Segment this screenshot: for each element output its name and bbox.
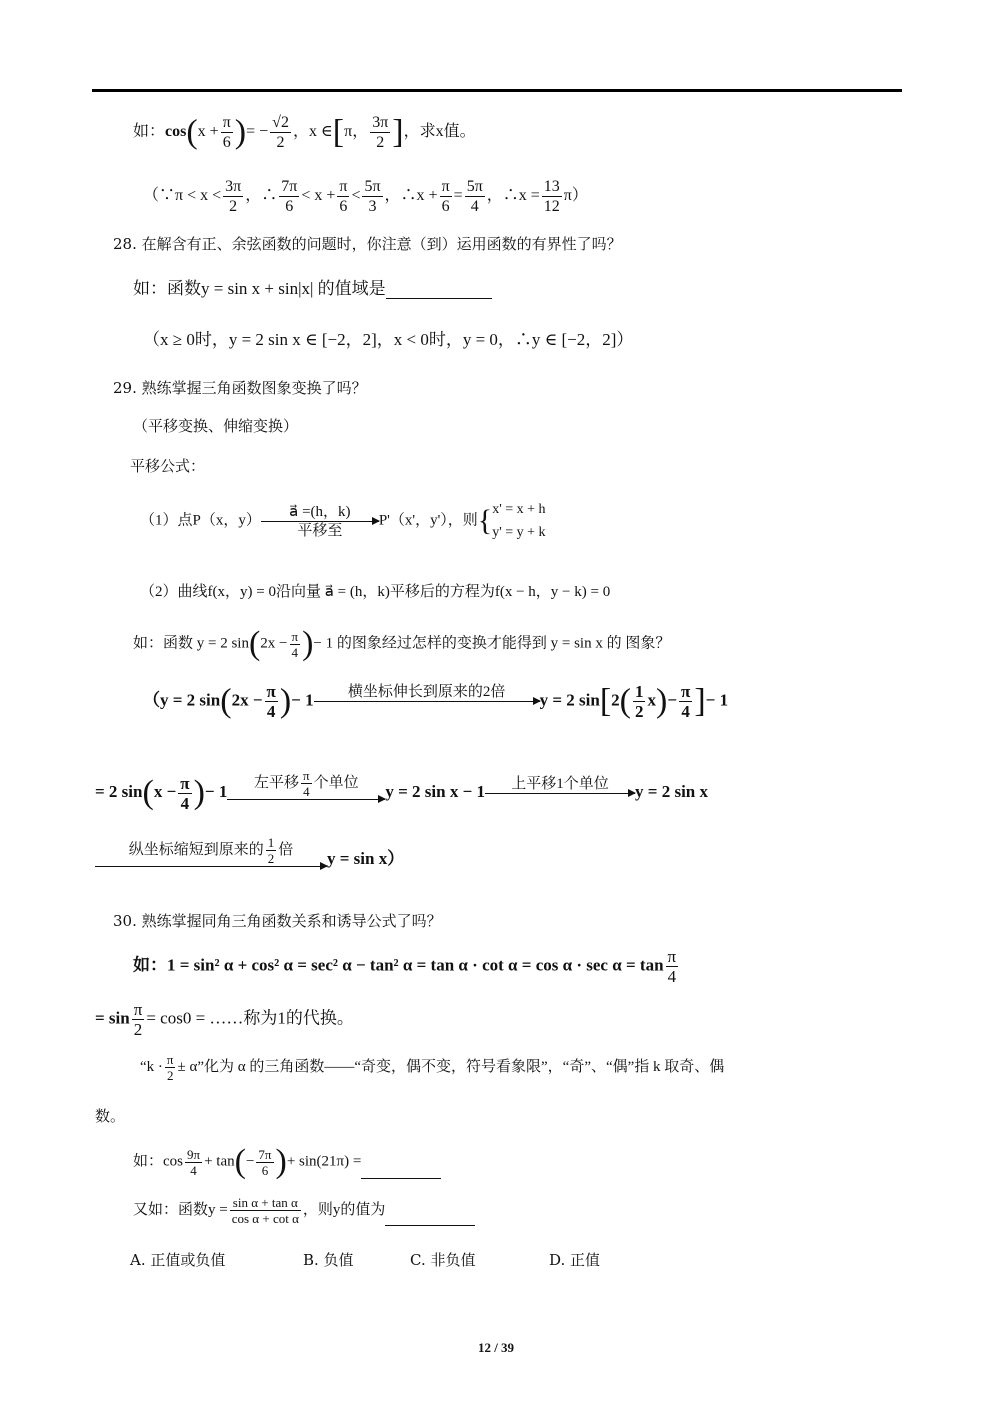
question-29-solution-line-1: （y = 2 sin(2x − $\frac{\pi}{4}$ )− 1 横坐标伸长到原来的2倍 y = 2 sin[2( $\frac{1}{2}$ x)− $\frac{\pi}{4}$ ]− 1 [143,682,729,721]
question-30-identity-cont: = sin $\frac{\pi}{2}$ = cos0 = ……称为1的代换。 [95,1000,354,1039]
translation-formula-title: 平移公式： [130,457,206,475]
example-cos-equation: 如：cos(x + $\frac{\pi}{6}$ )= − $\frac{√2}{2}$ ，x ∈[π， $\frac{3\pi}{2}$ ]，求x值。 [133,113,476,151]
question-28-answer: （x ≥ 0时，y = 2 sin x ∈ [−2，2]，x < 0时，y = 0，∴y ∈ [−2，2]） [143,330,634,349]
question-30-example-2: 又如：函数y = $\frac{\text{sin α + tan α}}{\text{cos α + cot α}}$ ，则y的值为 [133,1195,475,1226]
question-29-subtitle: （平移变换、伸缩变换） [133,417,299,435]
translation-formula-2: （2）曲线f(x，y) = 0沿向量 a⃗ = (h，k)平移后的方程为f(x − h，y − k) = 0 [140,584,611,600]
question-29: 29. 熟练掌握三角函数图象变换了吗？ [113,379,367,397]
question-29-example: 如：函数 y = 2 sin(2x − $\frac{\pi}{4}$ )− 1 的图象经过怎样的变换才能得到 y = sin x 的 图象？ [133,625,671,662]
question-30-identity: 如：1 = sin² α + cos² α = sec² α − tan² α = tan α · cot α = cos α · sec α = tan $\frac{\pi}{4}$ [133,947,677,986]
example-cos-solution: （∵π < x < $\frac{3\pi}{2}$ ，∴ $\frac{7\pi}{6}$ < x + $\frac{\pi}{6}$ < $\frac{5\pi}{3}$ ，∴x + $\frac{\pi}{6}$ = $\frac{5\pi}{4}$ ，∴x = $\frac{13}{12}$ π） [143,178,588,215]
option-c[interactable]: C. 非负值 [410,1251,476,1269]
compress-arrow: 纵坐标缩短到原来的 $\frac{1}{2}$ 倍 [95,835,327,885]
page-number: 12 / 39 [477,1340,515,1355]
header-rule [92,89,902,92]
question-28: 28. 在解含有正、余弦函数的问题时，你注意（到）运用函数的有界性了吗？ [113,235,622,253]
option-a[interactable]: A. 正值或负值 [130,1251,226,1269]
question-30-example: 如：cos $\frac{9\pi}{4}$ + tan(− $\frac{7\pi}{6}$ )+ sin(21π) = [133,1145,441,1179]
option-b[interactable]: B. 负值 [303,1251,354,1269]
shift-up-arrow: 上平移1个单位 [485,775,635,812]
question-29-solution-line-3: 纵坐标缩短到原来的 $\frac{1}{2}$ 倍 y = sin x） [95,835,404,885]
question-28-example: 如：函数y = sin x + sin|x| 的值域是 [133,276,492,299]
induction-rule: “k · $\frac{\pi}{2}$ ± α”化为 α 的三角函数——“奇变，偶不变，符号看象限”，“奇”、“偶”指 k 取奇、偶 [140,1052,725,1083]
question-30: 30. 熟练掌握同角三角函数关系和诱导公式了吗？ [113,912,442,930]
option-d[interactable]: D. 正值 [549,1251,601,1269]
induction-rule-cont: 数。 [95,1107,126,1125]
stretch-arrow: 横坐标伸长到原来的2倍 [314,683,540,720]
answer-blank [386,276,492,299]
shift-left-arrow: 左平移 $\frac{\pi}{4}$ 个单位 [227,768,385,818]
answer-blank [385,1205,475,1226]
translation-formula-1: （1）点P（x，y） a⃗ =(h，k) 平移至 P'（x'，y'），则{ x' = x + h y' = y + k [140,502,546,540]
answer-blank [361,1158,441,1179]
translation-arrow: a⃗ =(h，k) 平移至 [261,503,379,540]
question-29-solution-line-2: = 2 sin(x − $\frac{\pi}{4}$ )− 1 左平移 $\frac{\pi}{4}$ 个单位 y = 2 sin x − 1 上平移1个单位 y = 2 sin x [95,768,708,818]
